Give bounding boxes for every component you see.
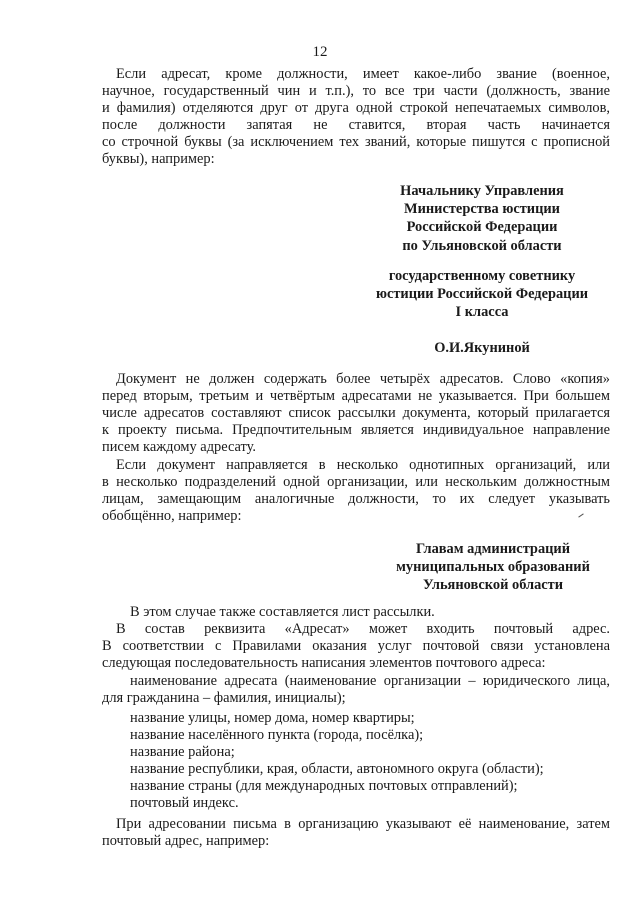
addressee-example-group: Главам администраций муниципальных образований Ульяновской области — [396, 541, 590, 594]
list-item: название района; — [130, 743, 235, 760]
addressee-example-name: О.И.Якуниной — [434, 340, 530, 356]
list-item: название страны (для международных почтовых отправлений); — [130, 777, 518, 794]
paragraph-title-rules: Если адресат, кроме должности, имеет какое-либо звание (военное, научное, государственный чин и т.п.), то все три части (должность, звание и фамилия) отделяются друг от друга одной строкой непечатаемых символов, после должности запятая не ставится, вторая часть начинается со строчной буквы (за исключением тех званий, которые пишутся с прописной буквы), например: — [102, 66, 610, 167]
postal-address-list — [130, 710, 544, 811]
page-number: 12 — [312, 44, 328, 60]
paragraph-mailing-list: В этом случае также составляется лист рассылки. — [130, 604, 435, 620]
addressee-example-position: Начальнику Управления Министерства юстиции Российской Федерации по Ульяновской области — [400, 183, 564, 254]
addressee-example-rank: государственному советнику юстиции Российской Федерации I класса — [375, 268, 589, 321]
paragraph-postal-address: В состав реквизита «Адресат» может входить почтовый адрес. В соответствии с Правилами оказания услуг почтовой связи установлена следующая последовательность написания элементов почтового адреса: — [102, 621, 610, 671]
paragraph-addressee-count: Документ не должен содержать более четырёх адресатов. Слово «копия» перед вторым, третьим и четвёртым адресатами не указывается. При большем числе адресатов составляют список рассылки документа, который прилагается к проекту письма. Предпочтительным является индивидуальное направление писем каждому адресату. — [102, 371, 610, 455]
list-item: название населённого пункта (города, посёлка); — [130, 726, 424, 743]
paragraph-generalized-addressee: Если документ направляется в несколько однотипных организаций, или в несколько подразделений одной организации, или нескольким должностным лицам, замещающим аналогичные должности, то их следует указывать обобщённо, например: — [102, 457, 610, 524]
paragraph-organization-address: При адресовании письма в организацию указывают её наименование, затем почтовый адрес, например: — [102, 816, 610, 849]
list-item: название республики, края, области, автономного округа (области); — [130, 760, 544, 777]
postal-address-list-first: наименование адресата (наименование организации – юридического лица, для гражданина – фамилия, инициалы); — [102, 673, 610, 706]
list-item: почтовый индекс. — [130, 794, 239, 811]
list-item: название улицы, номер дома, номер квартиры; — [130, 710, 415, 726]
